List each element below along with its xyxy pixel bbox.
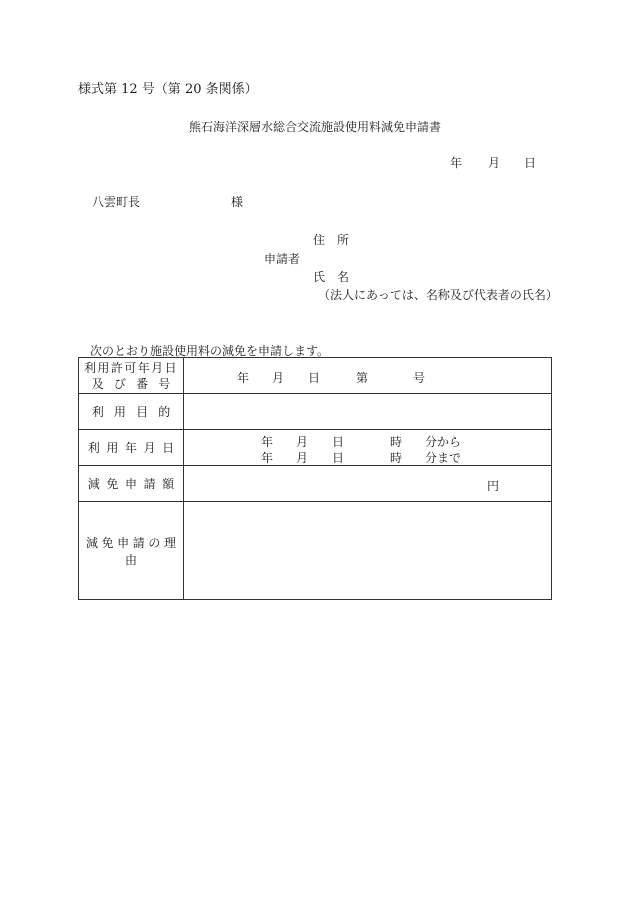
usage-from-hour: 時 — [390, 435, 403, 449]
permit-label-cell — [79, 358, 184, 394]
applicant-name-label: 氏 名 — [313, 270, 350, 284]
usage-to-minute: 分まで — [425, 451, 462, 465]
reason-value-cell — [184, 502, 552, 600]
usage-from-day: 日 — [332, 435, 345, 449]
usage-date-label: 利用年月日 — [87, 441, 181, 455]
table-row-purpose — [79, 394, 552, 430]
date-year-label: 年 — [450, 156, 463, 170]
table-row-reason — [79, 502, 552, 600]
purpose-label: 利用目的 — [91, 405, 181, 419]
table-row-usage-date — [79, 430, 552, 466]
usage-from-month: 月 — [296, 435, 309, 449]
table-row-amount — [79, 466, 552, 502]
application-table — [78, 357, 552, 600]
intro-text: 次のとおり施設使用料の減免を申請します。 — [90, 344, 330, 358]
purpose-value-cell — [184, 394, 552, 430]
applicant-label: 申請者 — [264, 252, 301, 266]
permit-dai: 第 — [356, 371, 369, 385]
date-month-label: 月 — [488, 156, 501, 170]
amount-unit: 円 — [487, 479, 500, 493]
applicant-address-label: 住 所 — [313, 233, 350, 247]
purpose-label-cell — [79, 394, 184, 430]
addressee-name: 八雲町長 — [92, 195, 141, 209]
table-row-permit — [79, 358, 552, 394]
usage-to-year: 年 — [261, 451, 274, 465]
usage-to-hour: 時 — [390, 451, 403, 465]
permit-go: 号 — [413, 371, 426, 385]
amount-value-cell — [184, 466, 552, 502]
permit-month: 月 — [272, 371, 285, 385]
permit-label-line1: 利用許可年月日 — [83, 360, 179, 375]
amount-label: 減免申請額 — [87, 477, 181, 491]
document-title: 熊石海洋深層水総合交流施設使用料減免申請書 — [188, 120, 441, 134]
usage-from-year: 年 — [261, 435, 274, 449]
usage-to-day: 日 — [332, 451, 345, 465]
form-number: 様式第 12 号（第 20 条関係） — [78, 82, 258, 97]
reason-label: 減免申請の理由 — [85, 535, 180, 567]
permit-year: 年 — [237, 371, 250, 385]
usage-date-value-cell — [184, 430, 552, 466]
reason-label-cell — [79, 502, 184, 600]
usage-from-minute: 分から — [425, 435, 462, 449]
usage-to-month: 月 — [296, 451, 309, 465]
amount-label-cell — [79, 466, 184, 502]
permit-day: 日 — [308, 371, 321, 385]
permit-label-line2: 及び番号 — [91, 376, 181, 391]
date-day-label: 日 — [524, 156, 537, 170]
addressee-honorific: 様 — [231, 195, 244, 209]
permit-value-cell — [184, 358, 552, 394]
usage-date-label-cell — [79, 430, 184, 466]
corporation-note: （法人にあっては、名称及び代表者の氏名） — [318, 288, 558, 302]
